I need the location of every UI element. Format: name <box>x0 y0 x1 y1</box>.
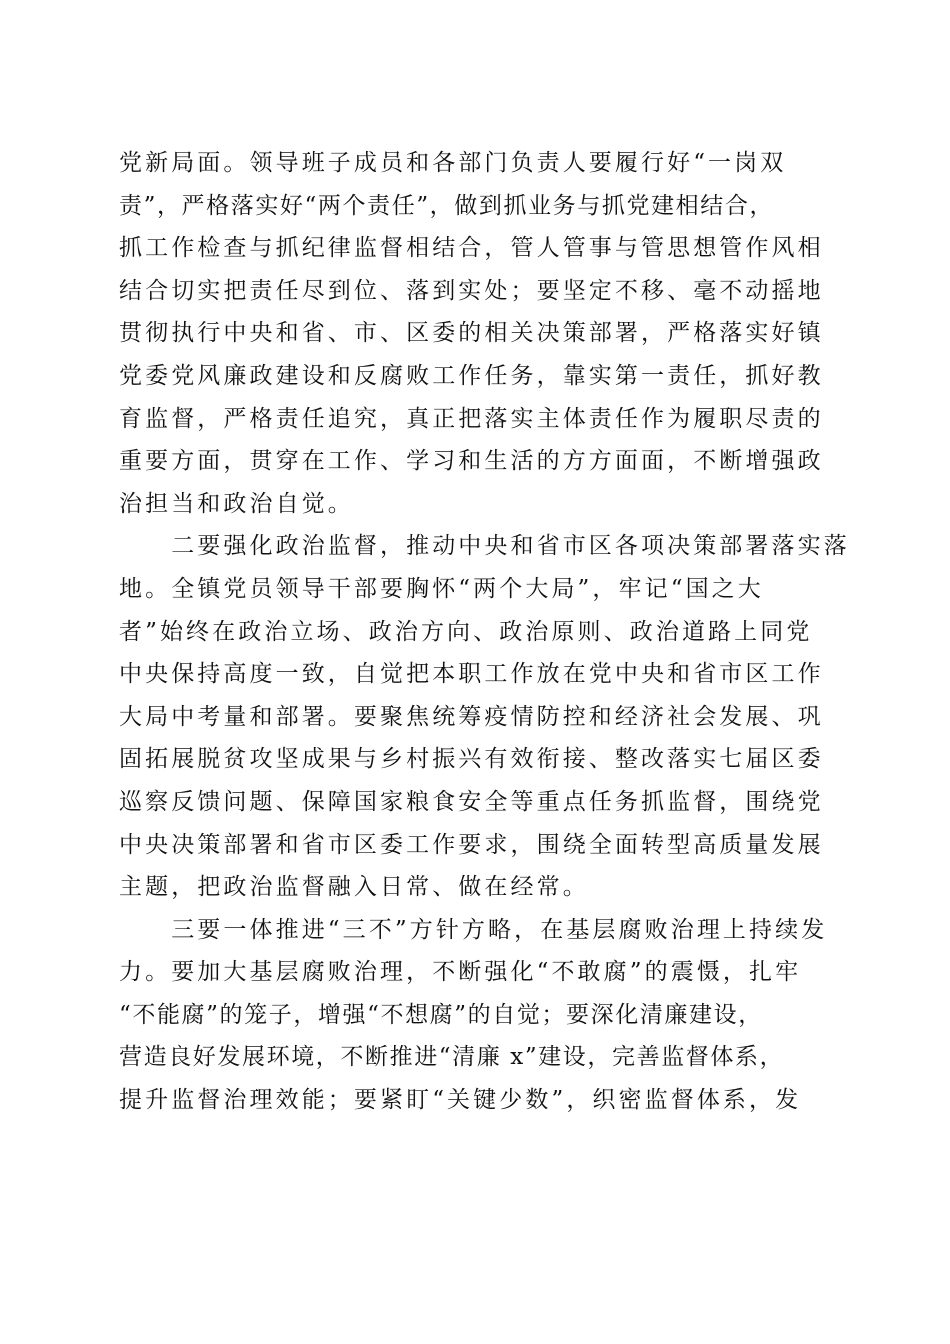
text-line: 力。要加大基层腐败治理，不断强化“不敢腐”的震慑，扎牢 <box>119 959 802 986</box>
text-line: 巡察反馈问题、保障国家粮食安全等重点任务抓监督，围绕党 <box>119 788 824 815</box>
paragraph-start-line: 三要一体推进“三不”方针方略，在基层腐败治理上持续发 <box>119 916 828 943</box>
text-line: 中央保持高度一致，自觉把本职工作放在党中央和省市区工作 <box>119 661 824 688</box>
text-line: 育监督，严格责任追究，真正把落实主体责任作为履职尽责的 <box>119 405 824 432</box>
text-line: 结合切实把责任尽到位、落到实处；要坚定不移、毫不动摇地 <box>119 277 824 304</box>
text-line: 主题，把政治监督融入日常、做在经常。 <box>119 874 589 901</box>
paragraph-start-line: 二要强化政治监督，推动中央和省市区各项决策部署落实落 <box>119 533 850 560</box>
text-line: 提升监督治理效能；要紧盯“关键少数”，织密监督体系，发 <box>119 1087 802 1114</box>
text-line: 党新局面。领导班子成员和各部门负责人要履行好“一岗双 <box>119 150 787 176</box>
document-body <box>119 142 850 1122</box>
text-line: 责”，严格落实好“两个责任”，做到抓业务与抓党建相结合， <box>119 192 775 219</box>
text-line: 营造良好发展环境，不断推进“清廉 x”建设，完善监督体系， <box>119 1044 785 1071</box>
text-line: 中央决策部署和省市区委工作要求，围绕全面转型高质量发展 <box>119 831 824 858</box>
text-line: 党委党风廉政建设和反腐败工作任务，靠实第一责任，抓好教 <box>119 362 824 389</box>
text-line: 者”始终在政治立场、政治方向、政治原则、政治道路上同党 <box>119 618 813 645</box>
text-line: 贯彻执行中央和省、市、区委的相关决策部署，严格落实好镇 <box>119 320 824 347</box>
text-line: 固拓展脱贫攻坚成果与乡村振兴有效衔接、整改落实七届区委 <box>119 746 824 773</box>
text-line: 地。全镇党员领导干部要胸怀“两个大局”，牢记“国之大 <box>119 575 764 602</box>
text-line: “不能腐”的笼子，增强“不想腐”的自觉；要深化清廉建设， <box>119 1001 763 1028</box>
text-line: 重要方面，贯穿在工作、学习和生活的方方面面，不断增强政 <box>119 448 824 475</box>
text-line: 大局中考量和部署。要聚焦统筹疫情防控和经济社会发展、巩 <box>119 703 824 730</box>
text-line: 治担当和政治自觉。 <box>119 490 354 517</box>
text-line: 抓工作检查与抓纪律监督相结合，管人管事与管思想管作风相 <box>119 235 824 262</box>
